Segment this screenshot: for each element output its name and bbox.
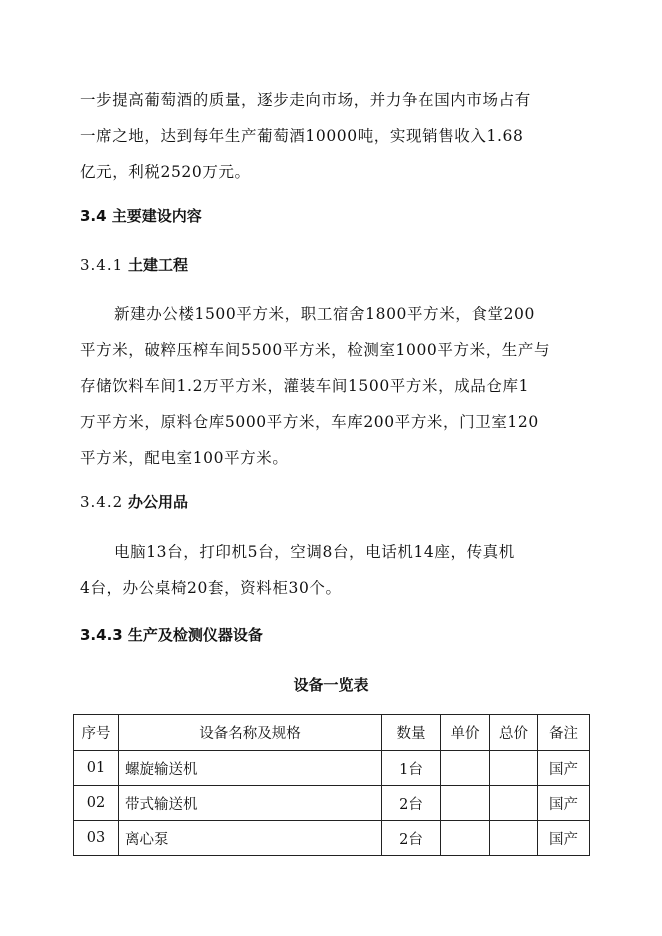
cell-unit-price [441,786,490,821]
civil-works-line-1: 新建办公楼1500平方米，职工宿舍1800平方米，食堂200 [114,305,535,323]
cell-no: 01 [74,751,119,786]
header-cell-name: 设备名称及规格 [119,715,382,751]
civil-works-line-2: 平方米，破粹压榨车间5500平方米，检测室1000平方米，生产与 [80,341,551,359]
table-row [74,821,590,856]
cell-remark: 国产 [538,821,590,856]
intro-line-1: 一步提高葡萄酒的质量，逐步走向市场，并力争在国内市场占有 [80,91,531,109]
section-3-4-2-title: 办公用品 [127,493,188,511]
cell-no: 03 [74,821,119,856]
cell-qty: 2台 [382,786,441,821]
header-cell-total-price: 总价 [490,715,538,751]
cell-qty: 1台 [382,751,441,786]
intro-line-3: 亿元，利税2520万元。 [80,163,251,181]
section-3-4-heading: 3.4 主要建设内容 [80,207,202,225]
equipment-table [73,714,590,856]
equipment-table-title: 设备一览表 [293,676,369,694]
section-3-4-1-heading [80,254,188,275]
section-3-4-3-heading: 3.4.3 生产及检测仪器设备 [80,626,263,644]
header-cell-no: 序号 [74,715,119,751]
office-supplies-line-1: 电脑13台，打印机5台，空调8台，电话机14座，传真机 [114,543,515,561]
header-cell-remark: 备注 [538,715,590,751]
table-row [74,786,590,821]
table-row [74,751,590,786]
civil-works-line-3: 存储饮料车间1.2万平方米，灌装车间1500平方米，成品仓库1 [80,377,530,395]
cell-remark: 国产 [538,751,590,786]
cell-total-price [490,751,538,786]
office-supplies-line-2: 4台，办公桌椅20套，资料柜30个。 [80,579,342,597]
section-3-4-1-number: 3.4.1 [80,256,124,274]
section-3-4-1-title: 土建工程 [127,256,188,274]
cell-name: 带式输送机 [119,786,382,821]
intro-line-2: 一席之地，达到每年生产葡萄酒10000吨，实现销售收入1.68 [80,127,524,145]
cell-name: 离心泵 [119,821,382,856]
cell-remark: 国产 [538,786,590,821]
cell-total-price [490,821,538,856]
section-3-4-2-number: 3.4.2 [80,493,124,511]
cell-unit-price [441,821,490,856]
table-header-row [74,715,590,751]
civil-works-line-4: 万平方米，原料仓库5000平方米，车库200平方米，门卫室120 [80,413,539,431]
header-cell-unit-price: 单价 [441,715,490,751]
cell-unit-price [441,751,490,786]
civil-works-line-5: 平方米，配电室100平方米。 [80,449,289,467]
cell-qty: 2台 [382,821,441,856]
cell-name: 螺旋输送机 [119,751,382,786]
cell-total-price [490,786,538,821]
cell-no: 02 [74,786,119,821]
header-cell-qty: 数量 [382,715,441,751]
section-3-4-2-heading [80,491,188,512]
